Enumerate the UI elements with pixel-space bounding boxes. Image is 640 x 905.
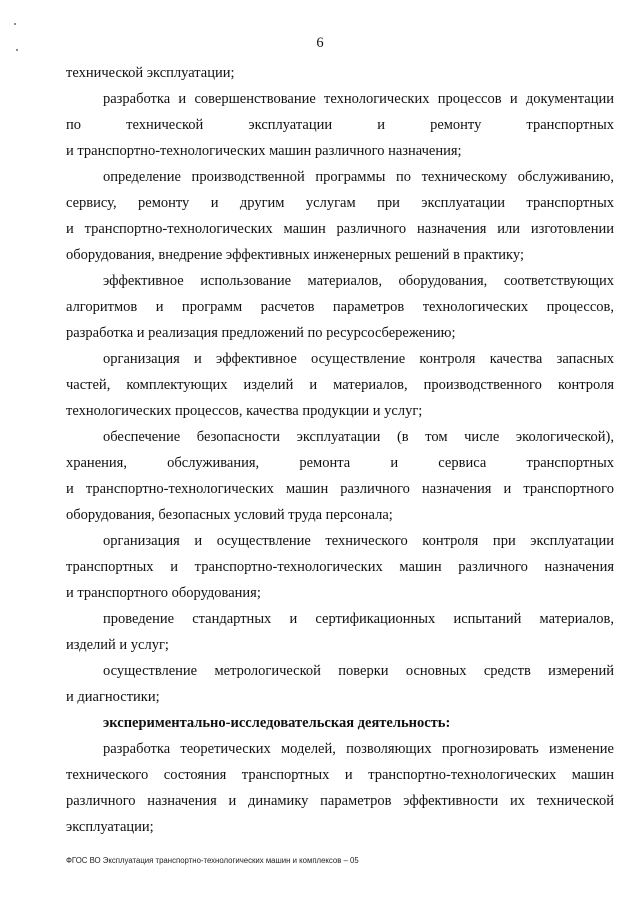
text-line: и транспортно-технологических машин различного назначения или изготовлении [66, 221, 614, 237]
page-number: 6 [316, 35, 324, 51]
text-line: хранения, обслуживания, ремонта и сервиса транспортных [66, 455, 614, 471]
scan-speck [16, 49, 18, 51]
text-line: технического состояния транспортных и транспортно-технологических машин [66, 767, 614, 783]
text-line: и диагностики; [66, 689, 160, 705]
text-line: обеспечение безопасности эксплуатации (в том числе экологической), [103, 429, 614, 445]
text-line: разработка теоретических моделей, позволяющих прогнозировать изменение [103, 741, 614, 757]
text-line: эксплуатации; [66, 819, 154, 835]
text-line: различного назначения и динамику параметров эффективности их технической [66, 793, 614, 809]
text-line: и транспортно-технологических машин различного назначения; [66, 143, 462, 159]
text-line: транспортных и транспортно-технологических машин различного назначения [66, 559, 614, 575]
text-line: алгоритмов и программ расчетов параметров технологических процессов, [66, 299, 614, 315]
text-line: экспериментально-исследовательская деятельность: [103, 715, 451, 731]
text-line: частей, комплектующих изделий и материалов, производственного контроля [66, 377, 614, 393]
text-line: изделий и услуг; [66, 637, 169, 653]
text-line: технологических процессов, качества продукции и услуг; [66, 403, 423, 419]
document-body [66, 60, 614, 840]
text-line: технической эксплуатации; [66, 65, 235, 81]
text-line: организация и осуществление технического контроля при эксплуатации [103, 533, 614, 549]
document-footer: ФГОС ВО Эксплуатация транспортно-технологических машин и комплексов – 05 [66, 856, 359, 865]
text-line: оборудования, внедрение эффективных инженерных решений в практику; [66, 247, 524, 263]
text-line: определение производственной программы по техническому обслуживанию, [103, 169, 614, 185]
text-line: сервису, ремонту и другим услугам при эксплуатации транспортных [66, 195, 614, 211]
text-line: организация и эффективное осуществление контроля качества запасных [103, 351, 614, 367]
text-line: осуществление метрологической поверки основных средств измерений [103, 663, 614, 679]
text-line: по технической эксплуатации и ремонту транспортных [66, 117, 614, 133]
text-line: эффективное использование материалов, оборудования, соответствующих [103, 273, 614, 289]
text-line: проведение стандартных и сертификационных испытаний материалов, [103, 611, 614, 627]
text-line: и транспортно-технологических машин различного назначения и транспортного [66, 481, 614, 497]
text-line: оборудования, безопасных условий труда персонала; [66, 507, 393, 523]
text-line: и транспортного оборудования; [66, 585, 261, 601]
text-line: разработка и реализация предложений по ресурсосбережению; [66, 325, 456, 341]
text-line: разработка и совершенствование технологических процессов и документации [103, 91, 614, 107]
scan-speck [14, 23, 16, 25]
